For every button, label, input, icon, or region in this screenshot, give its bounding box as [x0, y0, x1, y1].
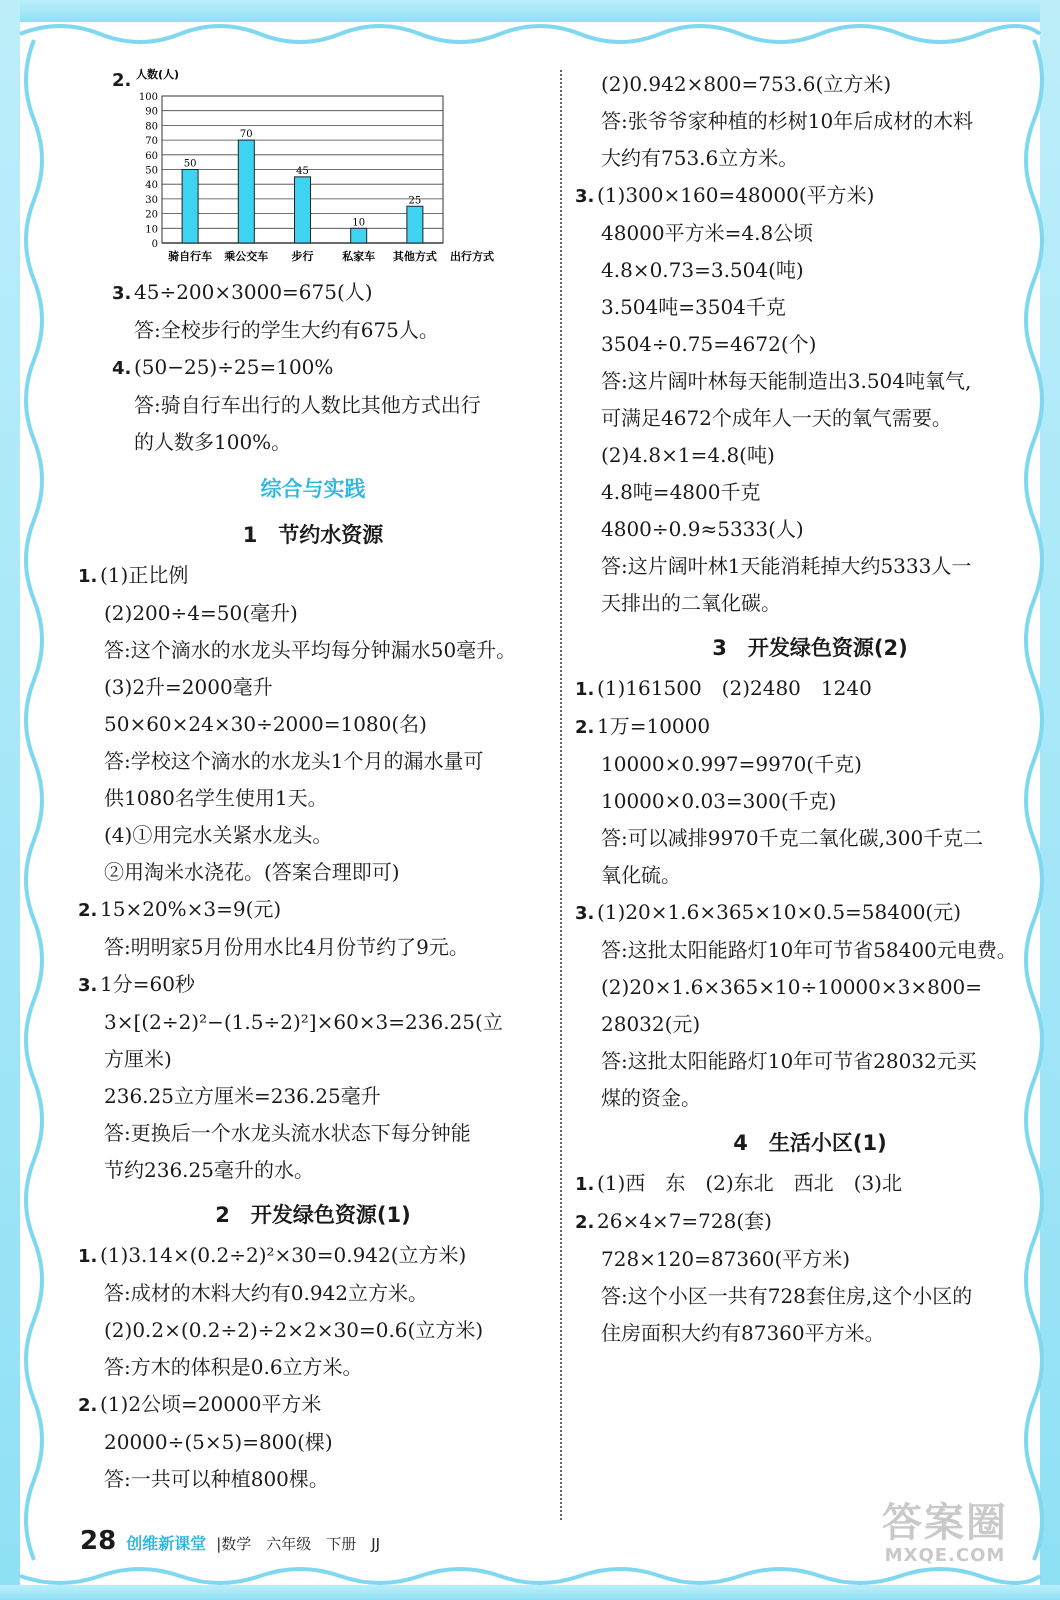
answer-text: (1)西 东 (2)东北 西北 (3)北: [597, 1171, 902, 1195]
answer-line: (2)200÷4=50(毫升): [104, 601, 298, 625]
answer-line: 可满足4672个成年人一天的氧气需要。: [601, 406, 952, 430]
chart-y-tick-label: 20: [145, 209, 158, 221]
question-number: 2.: [78, 900, 98, 921]
watermark-url: MXQE.COM: [884, 1545, 1006, 1566]
answer-line: 48000平方米=4.8公顷: [601, 221, 814, 245]
answer-line: 答:成材的木料大约有0.942立方米。: [104, 1281, 428, 1305]
answer-line: 的人数多100%。: [134, 430, 292, 454]
answer-line: [575, 670, 1045, 708]
chart-y-axis-label: 人数(人): [136, 68, 180, 81]
chart-y-tick-label: 30: [145, 194, 158, 206]
answer-line: 答:全校步行的学生大约有675人。: [134, 318, 439, 342]
chart-bar: [238, 140, 254, 243]
question-number: 2.: [575, 717, 595, 738]
calc-text: 45÷200×3000=675(人): [134, 280, 373, 304]
chart-y-ticks: [139, 92, 158, 250]
chart-data-label: 70: [239, 129, 253, 141]
answer-line: 50×60×24×30÷2000=1080(名): [104, 712, 427, 736]
watermark-text: 答案圈: [882, 1500, 1008, 1546]
chart-category-label: 私家车: [342, 250, 376, 263]
answer-line: (4)①用完水关紧水龙头。: [104, 823, 333, 847]
answer-line: (2)20×1.6×365×10÷10000×3×800=: [601, 975, 983, 999]
chart-y-tick-label: 60: [145, 150, 158, 162]
answer-line: [575, 1203, 1045, 1241]
answer-text: 26×4×7=728(套): [597, 1209, 772, 1233]
bar-chart: [78, 66, 548, 266]
answer-line: 答:学校这个滴水的水龙头1个月的漏水量可: [104, 749, 484, 773]
answer-line: 3504÷0.75=4672(个): [601, 332, 817, 356]
answer-line: [78, 1386, 548, 1424]
answer-line: 20000÷(5×5)=800(棵): [104, 1430, 333, 1454]
question-number: 3.: [575, 903, 595, 924]
answer-line: 4800÷0.9≈5333(人): [601, 517, 804, 541]
answer-line: 大约有753.6立方米。: [601, 146, 799, 170]
section-heading: 1 节约水资源: [242, 523, 384, 547]
answer-line: 728×120=87360(平方米): [601, 1247, 851, 1271]
answer-line: (2)4.8×1=4.8(吨): [601, 443, 775, 467]
answer-line: ②用淘米水浇花。(答案合理即可): [104, 860, 400, 884]
answer-line: 氧化硫。: [601, 863, 681, 887]
chart-category-labels: [168, 249, 437, 263]
left-column: [78, 66, 548, 1498]
chart-y-tick-label: 0: [151, 239, 158, 250]
chart-y-tick-label: 100: [138, 92, 158, 103]
answer-line: [78, 274, 548, 312]
answer-text: (1)3.14×(0.2÷2)²×30=0.942(立方米): [100, 1243, 467, 1267]
question-number: 1.: [78, 566, 98, 587]
answer-line: 答:张爷爷家种植的杉树10年后成材的木料: [601, 109, 974, 133]
chart-data-label: 25: [408, 195, 422, 207]
answer-line: 答:这片阔叶林1天能消耗掉大约5333人一: [601, 554, 972, 578]
answer-line: [575, 1165, 1045, 1203]
page-number: 28: [80, 1526, 117, 1556]
answer-line: 答:明明家5月份用水比4月份节约了9元。: [104, 935, 469, 959]
right-column: [575, 66, 1045, 1352]
question-number: 3.: [575, 186, 595, 207]
answer-line: 答:这批太阳能路灯10年可节省58400元电费。: [601, 938, 1017, 962]
answer-text: 1分=60秒: [100, 972, 195, 996]
section-heading: 2 开发绿色资源(1): [215, 1203, 411, 1227]
calc-text: (50−25)÷25=100%: [134, 355, 334, 379]
answer-line: 节约236.25毫升的水。: [104, 1158, 314, 1182]
question-number: 4.: [112, 358, 132, 379]
question-number: 1.: [78, 1246, 98, 1267]
answer-text: (1)2公顷=20000平方米: [100, 1392, 322, 1416]
question-number: 2.: [575, 1212, 595, 1233]
chart-y-tick-label: 90: [145, 106, 158, 118]
chart-category-label: 骑自行车: [168, 250, 213, 263]
answer-line: [78, 349, 548, 387]
answer-text: (1)正比例: [100, 563, 189, 587]
chart-bar: [351, 228, 367, 243]
answer-line: 3×[(2÷2)²−(1.5÷2)²]×60×3=236.25(立: [104, 1010, 503, 1034]
chart-y-tick-label: 10: [145, 224, 158, 236]
page-footer: [80, 1526, 380, 1562]
answer-line: [78, 557, 548, 595]
brand-name: 创维新课堂: [126, 1534, 207, 1553]
chart-bars: [182, 140, 423, 243]
answer-line: [575, 708, 1045, 746]
answer-line: 答:一共可以种植800棵。: [104, 1467, 329, 1491]
question-number: 2.: [112, 70, 132, 91]
answer-line: 4.8吨=4800千克: [601, 480, 761, 504]
answer-line: 4.8×0.73=3.504(吨): [601, 258, 804, 282]
answer-text: (1)20×1.6×365×10×0.5=58400(元): [597, 900, 962, 924]
question-number: 3.: [78, 975, 98, 996]
section-heading: 3 开发绿色资源(2): [712, 636, 908, 660]
answer-line: 答:骑自行车出行的人数比其他方式出行: [134, 393, 481, 417]
chart-category-label: 其他方式: [392, 250, 437, 263]
answer-line: 答:这批太阳能路灯10年可节省28032元买: [601, 1049, 977, 1073]
column-divider: [560, 70, 562, 1520]
question-number: 2.: [78, 1395, 98, 1416]
answer-line: [575, 177, 1045, 215]
chart-y-tick-label: 80: [145, 121, 158, 133]
answer-line: 答:可以减排9970千克二氧化碳,300千克二: [601, 826, 984, 850]
chart-data-label: 10: [352, 217, 366, 229]
answer-line: 答:方木的体积是0.6立方米。: [104, 1355, 363, 1379]
chart-y-tick-label: 50: [145, 165, 158, 177]
chart-category-label: 乘公交车: [224, 250, 269, 263]
answer-line: 方厘米): [104, 1047, 172, 1071]
answer-line: 答:更换后一个水龙头流水状态下每分钟能: [104, 1121, 471, 1145]
answer-line: [78, 891, 548, 929]
answer-line: 3.504吨=3504千克: [601, 295, 786, 319]
answer-line: 236.25立方厘米=236.25毫升: [104, 1084, 381, 1108]
chart-category-label: 步行: [291, 250, 314, 263]
book-info: |数学 六年级 下册 JJ: [216, 1535, 381, 1553]
bar-chart-block: [78, 66, 548, 266]
answer-line: 10000×0.997=9970(千克): [601, 752, 862, 776]
answer-text: 15×20%×3=9(元): [100, 897, 282, 921]
chart-x-axis-label: 出行方式: [450, 250, 494, 263]
section-heading: 4 生活小区(1): [733, 1131, 887, 1155]
watermark: [860, 1500, 1030, 1566]
answer-line: [78, 966, 548, 1004]
question-number: 1.: [575, 1174, 595, 1195]
answer-line: [78, 1237, 548, 1275]
answer-line: 答:这片阔叶林每天能制造出3.504吨氧气,: [601, 369, 972, 393]
answer-line: (2)0.942×800=753.6(立方米): [601, 72, 892, 96]
answer-line: 10000×0.03=300(千克): [601, 789, 837, 813]
answer-line: 煤的资金。: [601, 1086, 701, 1110]
answer-line: 28032(元): [601, 1012, 701, 1036]
section-title: 综合与实践: [260, 477, 366, 501]
answer-line: (3)2升=2000毫升: [104, 675, 273, 699]
answer-line: 供1080名学生使用1天。: [104, 786, 328, 810]
answer-line: 天排出的二氧化碳。: [601, 591, 781, 615]
answer-text: (1)300×160=48000(平方米): [597, 183, 875, 207]
answer-line: 答:这个滴水的水龙头平均每分钟漏水50毫升。: [104, 638, 517, 662]
answer-line: (2)0.2×(0.2÷2)÷2×2×30=0.6(立方米): [104, 1318, 484, 1342]
answer-text: (1)161500 (2)2480 1240: [597, 676, 872, 700]
chart-bar: [295, 177, 311, 243]
chart-y-tick-label: 40: [145, 180, 158, 192]
chart-data-label: 50: [183, 158, 197, 170]
answer-line: [575, 894, 1045, 932]
chart-y-tick-label: 70: [145, 136, 158, 148]
answer-line: 住房面积大约有87360平方米。: [601, 1321, 885, 1345]
question-number: 3.: [112, 283, 132, 304]
answer-line: 答:这个小区一共有728套住房,这个小区的: [601, 1284, 973, 1308]
chart-bar: [407, 206, 423, 243]
answer-text: 1万=10000: [597, 714, 711, 738]
chart-data-label: 45: [296, 165, 309, 177]
chart-bar: [182, 170, 198, 244]
question-number: 1.: [575, 679, 595, 700]
